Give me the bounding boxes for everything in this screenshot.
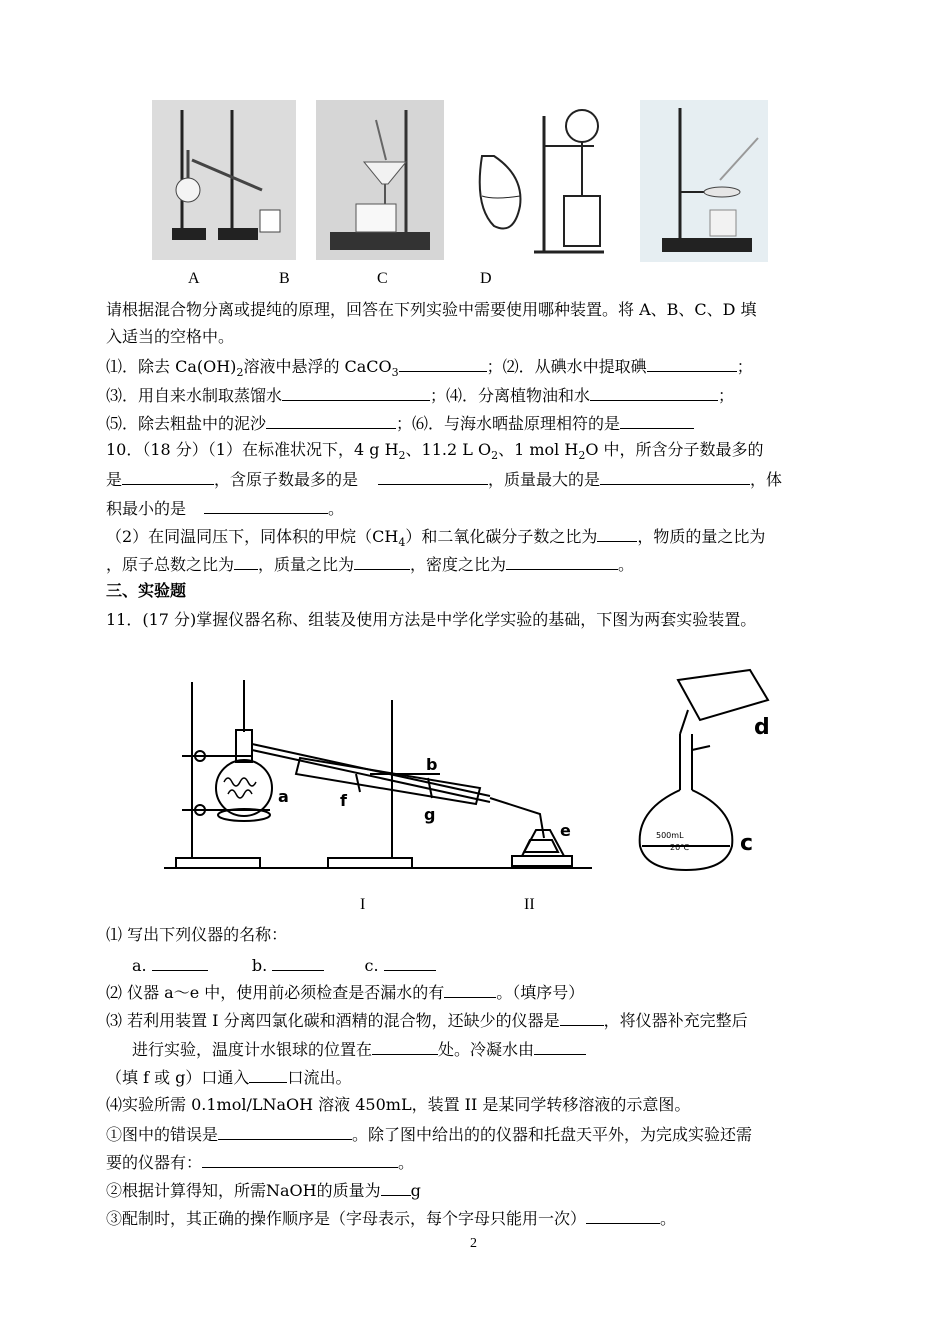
q9-item2-text: ；⑵．从碘水中提取碘 (486, 357, 647, 376)
q11-part4: ⑷实验所需 0.1mol/LNaOH 溶液 450mL，装置 II 是某同学转移溶液的示意图。 (106, 1095, 691, 1114)
q11-part2-text: ⑵ 仪器 a～e 中，使用前必须检查是否漏水的有 (106, 983, 445, 1002)
q11-part4-text-h: 。 (660, 1209, 677, 1228)
q11-label-b: b. (251, 956, 268, 975)
q11-answer-blank-a[interactable] (152, 954, 208, 971)
figure-label-d-top: D (480, 270, 492, 287)
label-e: e (560, 821, 571, 840)
label-g: g (424, 805, 436, 824)
q11-part3-text-a: ⑶ 若利用装置 I 分离四氯化碳和酒精的混合物，还缺少的仪器是 (106, 1011, 560, 1030)
q11-label-c: c. (364, 956, 379, 975)
q10-answer-blank-3[interactable] (600, 468, 750, 485)
q10-answer-blank-2[interactable] (378, 468, 488, 485)
q9-answer-blank-1[interactable] (399, 355, 487, 372)
q9-item-5-6 (106, 412, 694, 434)
q10-text-4a: （2）在同温同压下，同体积的甲烷（CH (106, 527, 399, 546)
q11-intro: 11．(17 分)掌握仪器名称、组装及使用方法是中学化学实验的基础，下图为两套实验装置。 (106, 610, 757, 629)
q10-text-5d: 。 (618, 555, 635, 574)
photo-separatory-funnel (464, 96, 616, 260)
q11-part4-line3 (106, 1179, 421, 1201)
q11-answer-blank-3a[interactable] (560, 1009, 604, 1026)
figure-label-a-top: A (188, 270, 200, 287)
q11-answer-blank-4c[interactable] (381, 1179, 411, 1196)
subscript: 3 (391, 366, 399, 380)
q10-text-2a: 是 (106, 470, 123, 489)
q11-part4-text-a: ①图中的错误是 (106, 1125, 219, 1144)
q11-answer-blank-3d[interactable] (249, 1066, 287, 1083)
q9-item3-text: ⑶．用自来水制取蒸馏水 (106, 386, 283, 405)
flask-temperature-text: 20℃ (670, 843, 690, 852)
label-a: a (278, 787, 289, 806)
q10-line1 (106, 440, 764, 466)
apparatus-label-ii: II (524, 896, 535, 913)
label-f: f (340, 791, 347, 810)
photo-filtration-apparatus (316, 100, 444, 260)
q11-part3-text-c: 进行实验，温度计水银球的位置在 (132, 1040, 373, 1059)
q11-answer-blank-4b[interactable] (202, 1151, 398, 1168)
q10-text-2d: ，体 (750, 470, 783, 489)
q11-part4-text-g: ③配制时，其正确的操作顺序是（字母表示，每个字母只能用一次） (106, 1209, 587, 1228)
subscript: 2 (578, 449, 586, 463)
q10-text-4c: ，物质的量之比为 (637, 527, 766, 546)
q9-answer-blank-3[interactable] (282, 384, 430, 401)
q11-part3-line2 (132, 1038, 586, 1060)
q10-answer-blank-7[interactable] (354, 553, 410, 570)
q9-item-3-4 (106, 384, 734, 406)
q9-answer-blank-2[interactable] (647, 355, 737, 372)
q9-item4-text: ；⑷．分离植物油和水 (430, 386, 591, 405)
q9-answer-blank-4[interactable] (590, 384, 718, 401)
q10-text-1c: 、1 mol H (498, 440, 579, 459)
q10-text-3b: 。 (328, 499, 345, 518)
q11-answer-blank-3b[interactable] (372, 1038, 438, 1055)
label-b: b (426, 755, 438, 774)
q10-line4 (106, 525, 765, 553)
q10-answer-blank-4[interactable] (204, 497, 328, 514)
q10-answer-blank-5[interactable] (597, 525, 637, 542)
q11-answer-blank-3c[interactable] (534, 1038, 586, 1055)
q11-part3-text-d: 处。冷凝水由 (438, 1040, 535, 1059)
q11-part4-text-b: 。除了图中给出的的仪器和托盘天平外，为完成实验还需 (352, 1125, 753, 1144)
q10-text-5b: ，质量之比为 (258, 555, 355, 574)
q11-part1: ⑴ 写出下列仪器的名称： (106, 925, 288, 944)
q11-part2-end: 。（填序号） (496, 983, 585, 1002)
q9-item5-text: ⑸．除去粗盐中的泥沙 (106, 414, 267, 433)
label-c: c (740, 831, 754, 856)
q11-part3-text-b: ，将仪器补充完整后 (603, 1011, 748, 1030)
q9-answer-blank-6[interactable] (620, 412, 694, 429)
volumetric-flask-diagram (620, 650, 790, 874)
q10-text-4b: ）和二氧化碳分子数之比为 (405, 527, 598, 546)
subscript: 4 (398, 536, 406, 550)
q11-answer-blank-c[interactable] (384, 954, 436, 971)
photo-distillation-apparatus (152, 100, 296, 260)
subscript: 2 (398, 449, 406, 463)
q11-answer-blank-b[interactable] (272, 954, 324, 971)
q11-part4-line4 (106, 1207, 676, 1229)
q11-part2 (106, 981, 584, 1003)
q9-intro-line1: 请根据混合物分离或提纯的原理，回答在下列实验中需要使用哪种装置。将 A、B、C、D 填 (106, 300, 757, 319)
q11-part4-text-c: 要的仪器有： (106, 1153, 203, 1172)
q11-part3-line3 (106, 1066, 351, 1088)
q10-text-2b: ，含原子数最多的是 (214, 470, 359, 489)
q10-text-1: 10．（18 分）（1）在标准状况下，4 g H (106, 440, 399, 459)
q11-part3-line1 (106, 1009, 748, 1031)
q9-item1-text-b: 溶液中悬浮的 CaCO (243, 357, 392, 376)
q11-part1-blanks (132, 954, 436, 976)
apparatus-label-i: I (360, 896, 366, 913)
q11-answer-blank-4d[interactable] (586, 1207, 660, 1224)
q10-answer-blank-8[interactable] (506, 553, 618, 570)
q9-item4-end: ； (718, 386, 735, 405)
q10-answer-blank-1[interactable] (122, 468, 214, 485)
q11-part3-text-e: （填 f 或 g）口通入 (106, 1068, 250, 1087)
subscript: 2 (491, 449, 499, 463)
figure-label-b-top: B (279, 270, 290, 287)
q10-answer-blank-6[interactable] (234, 553, 258, 570)
q10-line3 (106, 497, 344, 519)
flask-volume-text: 500mL (656, 831, 684, 840)
q9-item-1-2 (106, 355, 753, 383)
q9-item6-text: ；⑹．与海水晒盐原理相符的是 (396, 414, 621, 433)
q9-item1-text: ⑴．除去 Ca(OH) (106, 357, 237, 376)
distillation-apparatus-diagram (160, 670, 596, 876)
figure-label-c-top: C (377, 270, 388, 287)
q11-label-a: a. (132, 956, 147, 975)
page-number: 2 (470, 1236, 477, 1251)
q10-text-5a: ，原子总数之比为 (106, 555, 235, 574)
q10-text-1b: 、11.2 L O (405, 440, 492, 459)
q11-part3-text-f: 口流出。 (287, 1068, 352, 1087)
q11-answer-blank-4a[interactable] (218, 1123, 352, 1140)
q10-text-1d: O 中，所含分子数最多的 (585, 440, 764, 459)
q10-line2 (106, 468, 782, 490)
q11-part4-text-e: ②根据计算得知，所需NaOH的质量为 (106, 1181, 381, 1200)
q10-text-2c: ，质量最大的是 (488, 470, 601, 489)
section-heading: 三、实验题 (106, 581, 187, 600)
q10-line5 (106, 553, 634, 575)
q11-part4-text-d: 。 (398, 1153, 415, 1172)
subscript: 2 (236, 366, 244, 380)
q10-text-5c: ，密度之比为 (410, 555, 507, 574)
q11-answer-blank-2[interactable] (444, 981, 496, 998)
q11-part4-line2 (106, 1151, 414, 1173)
label-d: d (754, 715, 770, 740)
q9-answer-blank-5[interactable] (266, 412, 396, 429)
q9-item2-end: ； (736, 357, 753, 376)
q11-part4-text-f: g (410, 1181, 421, 1200)
photo-evaporation-apparatus (640, 100, 768, 262)
q11-part4-line1 (106, 1123, 752, 1145)
q9-intro-line2: 入适当的空格中。 (106, 327, 235, 346)
q10-text-3a: 积最小的是 (106, 499, 187, 518)
